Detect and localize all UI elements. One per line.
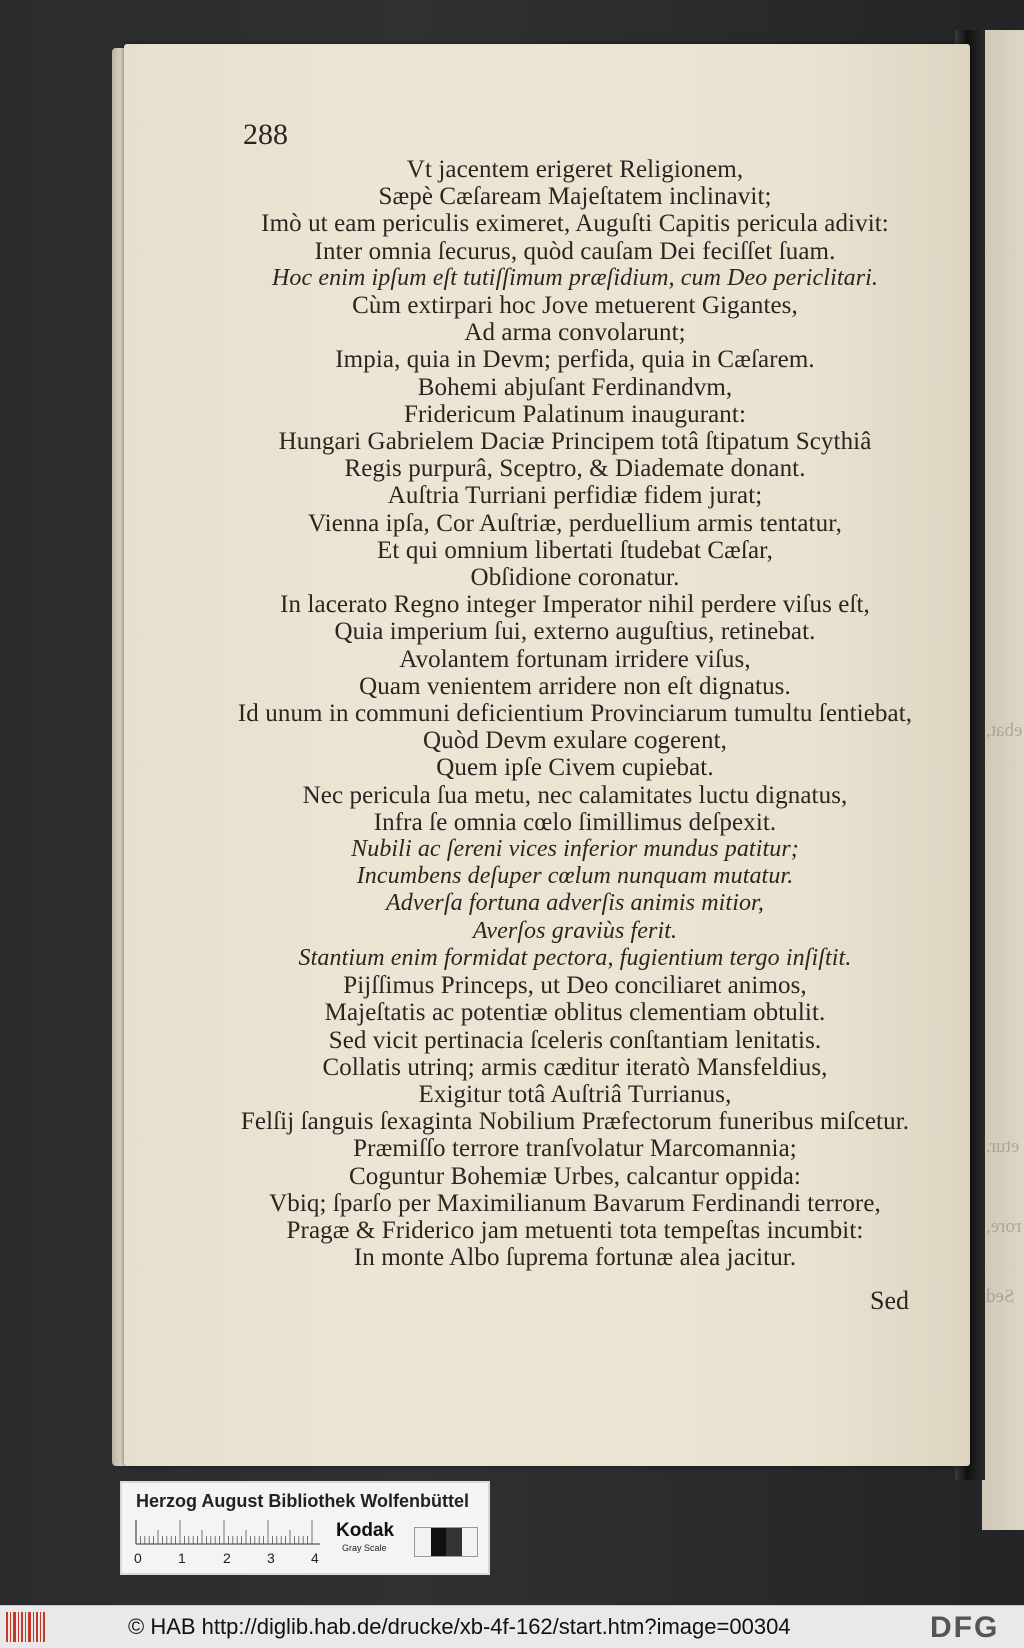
facing-page-edge xyxy=(982,30,1024,1530)
text-line: Exigitur totâ Auſtriâ Turrianus, xyxy=(418,1080,732,1108)
text-line: Bohemi abjuſant Ferdinandvm, xyxy=(417,373,733,401)
page-text xyxy=(190,156,960,1271)
text-line: Obſidione coronatur. xyxy=(470,564,680,592)
text-line: Hoc enim ipſum eſt tutiſſimum præſidium, cum Deo periclitari. xyxy=(271,264,879,291)
text-line: Impia, quia in Devm; perfida, quia in Cæſarem. xyxy=(335,346,815,374)
kodak-logo: Kodak xyxy=(336,1520,395,1541)
text-line: Adverſa fortuna adverſis animis mitior, xyxy=(386,890,764,917)
bleed-through-text: Sed xyxy=(986,1286,1015,1307)
text-line: Præmiſſo terrore tranſvolatur Marcomannia; xyxy=(353,1135,797,1163)
text-line: Majeſtatis ac potentiæ oblitus clementiam obtulit. xyxy=(324,999,826,1027)
text-line: In monte Albo ſuprema fortunæ alea jacitur. xyxy=(353,1244,797,1272)
text-line: Et qui omnium libertati ſtudebat Cæſar, xyxy=(377,536,773,564)
text-line: Quem ipſe Civem cupiebat. xyxy=(436,754,714,782)
text-line: Vbiq; ſparſo per Maximilianum Bavarum Ferdinandi terrore, xyxy=(269,1189,881,1217)
gray-scale-patches xyxy=(414,1527,478,1557)
dfg-logo: DFG xyxy=(930,1611,1000,1644)
text-line: Regis purpurâ, Sceptro, & Diademate donant. xyxy=(344,455,806,483)
copyright-url[interactable]: © HAB http://diglib.hab.de/drucke/xb-4f-162/start.htm?image=00304 xyxy=(128,1614,791,1639)
text-line: Vt jacentem erigeret Religionem, xyxy=(406,156,744,183)
bleed-through-text: etur. xyxy=(986,1136,1020,1157)
text-line: Stantium enim formidat pectora, fugientium tergo inſiſtit. xyxy=(298,944,852,971)
catchword: Sed xyxy=(870,1286,909,1315)
text-line: Pragæ & Friderico jam metuenti tota tempeſtas incumbit: xyxy=(286,1216,864,1244)
text-line: Incumbens deſuper cœlum nunquam mutatur. xyxy=(356,863,794,890)
text-line: Coguntur Bohemiæ Urbes, calcantur oppida: xyxy=(349,1162,801,1190)
text-line: Nubili ac ſereni vices inferior mundus patitur; xyxy=(351,836,799,863)
text-line: Vienna ipſa, Cor Auſtriæ, perduellium armis tentatur, xyxy=(308,509,842,537)
page-number: 288 xyxy=(243,118,288,151)
text-line: In lacerato Regno integer Imperator nihil perdere viſus eſt, xyxy=(280,591,870,619)
text-line: Fridericum Palatinum inaugurant: xyxy=(403,400,747,428)
text-line: Cùm extirpari hoc Jove metuerent Gigantes, xyxy=(352,292,798,320)
text-line: Felſij ſanguis ſexaginta Nobilium Præfectorum funeribus miſcetur. xyxy=(240,1108,910,1136)
text-line: Pijſſimus Princeps, ut Deo conciliaret animos, xyxy=(343,972,807,1000)
library-name: Herzog August Bibliothek Wolfenbüttel xyxy=(136,1491,469,1511)
text-line: Sæpè Cæſaream Majeſtatem inclinavit; xyxy=(378,183,772,211)
text-line: Ad arma convolarunt; xyxy=(464,319,686,347)
scale-label: 0 xyxy=(134,1550,142,1566)
bleed-through-text: ebat, xyxy=(986,720,1023,741)
ruler-scale xyxy=(134,1520,329,1570)
text-line: Quia imperium ſui, externo auguſtius, retinebat. xyxy=(334,618,816,646)
text-line: Nec pericula ſua metu, nec calamitates luctu dignatus, xyxy=(302,781,848,809)
library-color-card xyxy=(120,1481,490,1575)
scale-label: 1 xyxy=(178,1550,186,1566)
text-line: Quam venientem arridere non eſt dignatus. xyxy=(359,672,791,700)
text-line: Sed vicit pertinacia ſceleris conſtantiam lenitatis. xyxy=(328,1026,822,1054)
bleed-through-text: rore, xyxy=(986,1216,1022,1237)
kodak-subtitle: Gray Scale xyxy=(342,1543,387,1553)
text-line: Averſos graviùs ferit. xyxy=(472,917,678,944)
barcode-icon xyxy=(6,1612,46,1642)
text-line: Avolantem fortunam irridere viſus, xyxy=(399,645,751,673)
text-line: Quòd Devm exulare cogerent, xyxy=(423,727,727,755)
text-line: Auſtria Turriani perfidiæ fidem jurat; xyxy=(387,482,763,510)
text-line: Infra ſe omnia cœlo ſimillimus deſpexit. xyxy=(373,808,777,836)
text-line: Imò ut eam periculis eximeret, Auguſti Capitis pericula adivit: xyxy=(261,210,889,238)
footer-bar xyxy=(0,1605,1024,1648)
text-line: Collatis utrinq; armis cæditur iteratò Mansfeldius, xyxy=(322,1053,828,1081)
text-line: Id unum in communi deficientium Provinciarum tumultu ſentiebat, xyxy=(237,700,913,728)
text-line: Inter omnia ſecurus, quòd cauſam Dei feciſſet ſuam. xyxy=(314,237,836,265)
scale-label: 3 xyxy=(267,1550,275,1566)
scale-label: 4 xyxy=(311,1550,319,1566)
text-line: Hungari Gabrielem Daciæ Principem totâ ſtipatum Scythiâ xyxy=(278,428,872,456)
scale-label: 2 xyxy=(223,1550,231,1566)
